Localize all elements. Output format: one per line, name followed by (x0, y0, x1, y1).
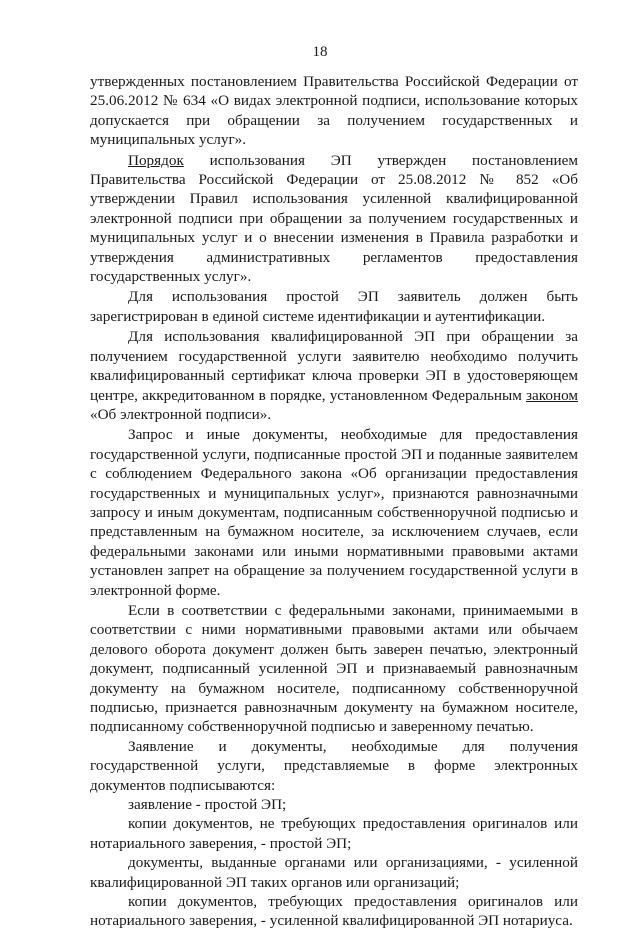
paragraph-4 (90, 327, 578, 424)
paragraph-text: использования ЭП утвержден постановлением Правительства Российской Федерации от 25.08.2012 № 852 «Об утверждении Правил использования усиленной квалифицированной электронной подписи при обращении за получением государственных и муниципальных услуг и о внесении изменения в Правила разработки и утверждения административных регламентов предоставления государственных услуг». (90, 151, 578, 286)
paragraph-1 (90, 72, 578, 150)
poryadok-link[interactable]: Порядок (128, 151, 184, 169)
paragraph-text: заявление - простой ЭП; (128, 796, 287, 814)
paragraph-text: утвержденных постановлением Правительства Российской Федерации от 25.06.2012 № 634 «О видах электронной подписи, использование которых допускается при обращении за получением государственных и муниципальных услуг». (90, 73, 578, 149)
list-item-issued-docs (90, 853, 578, 892)
paragraph-text: документы, выданные органами или организациями, - усиленной квалифицированной ЭП таких органов или организаций; (90, 854, 578, 891)
list-item-copies-notary (90, 892, 578, 931)
list-item-application (90, 795, 578, 814)
paragraph-text: копии документов, требующих предоставления оригиналов или нотариального заверения, - усиленной квалифицированной ЭП нотариуса. (90, 893, 578, 930)
paragraph-text: Для использования простой ЭП заявитель должен быть зарегистрирован в единой системе идентификации и аутентификации. (90, 288, 578, 325)
paragraph-5 (90, 425, 578, 600)
paragraph-text: Запрос и иные документы, необходимые для предоставления государственной услуги, подписанные простой ЭП и поданные заявителем с соблюдением Федерального закона «Об организации предоставления государственных и муниципальных услуг», признаются равнозначными запросу и иным документам, подписанным собственноручной подписью и представленным на бумажном носителе, за исключением случаев, если федеральными законами или иными нормативными правовыми актами установлен запрет на обращение за получением государственной услуги в электронной форме. (90, 426, 578, 599)
paragraph-text: Заявление и документы, необходимые для получения государственной услуги, представляемые в форме электронных документов подписываются: (90, 737, 578, 794)
paragraph-3 (90, 287, 578, 326)
paragraph-text: «Об электронной подписи». (90, 405, 272, 423)
paragraph-7 (90, 737, 578, 795)
page-number: 18 (312, 44, 328, 60)
paragraph-2 (90, 151, 578, 287)
zakon-link[interactable]: законом (526, 386, 578, 404)
document-body (90, 72, 578, 931)
paragraph-text: копии документов, не требующих предоставления оригиналов или нотариального заверения, - простой ЭП; (90, 815, 578, 852)
paragraph-6 (90, 601, 578, 737)
list-item-copies-simple (90, 814, 578, 853)
paragraph-text: Если в соответствии с федеральными законами, принимаемыми в соответствии с ними нормативными правовыми актами или обычаем делового оборота документ должен быть заверен печатью, электронный документ, подписанный усиленной ЭП и признаваемый равнозначным документу на бумажном носителе, подписанному собственноручной подписью, признается равнозначным документу на бумажном носителе, подписанному собственноручной подписью и заверенному печатью. (90, 601, 578, 736)
paragraph-text: Для использования квалифицированной ЭП при обращении за получением государственной услуги заявителю необходимо получить квалифицированный сертификат ключа проверки ЭП в удостоверяющем центре, аккредитованном в порядке, установленном Федеральным (90, 328, 578, 404)
